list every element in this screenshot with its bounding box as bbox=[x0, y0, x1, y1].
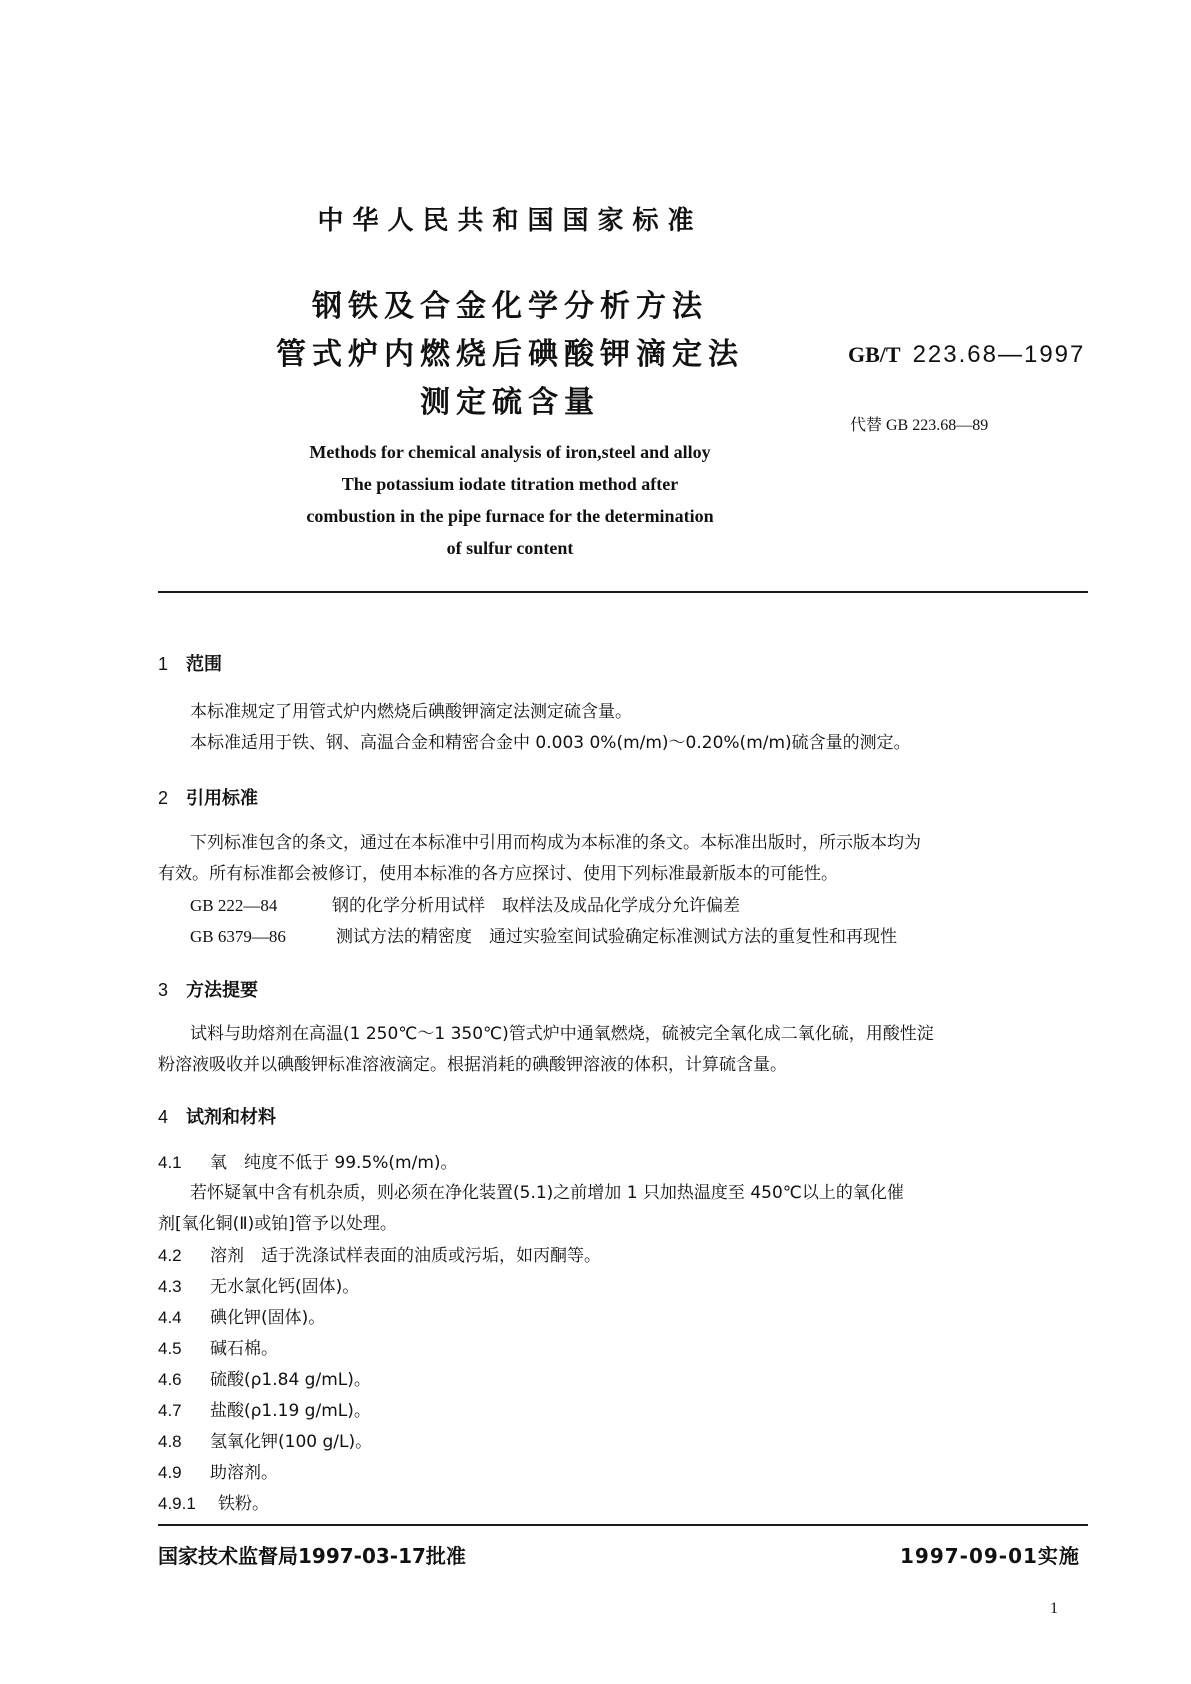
item-number: 4.2 bbox=[158, 1246, 182, 1265]
section-title: 范围 bbox=[186, 654, 223, 675]
reference-item bbox=[190, 890, 740, 922]
list-item-4-6 bbox=[158, 1364, 371, 1396]
title-line-3: 测定硫含量 bbox=[420, 385, 600, 420]
list-item-4-7 bbox=[158, 1395, 371, 1427]
standard-prefix: GB/T bbox=[848, 342, 901, 367]
english-title bbox=[230, 436, 790, 564]
item-text: 无水氯化钙(固体)。 bbox=[210, 1277, 360, 1297]
section-3-heading bbox=[158, 976, 258, 1002]
item-text: 溶剂 适于洗涤试样表面的油质或污垢，如丙酮等。 bbox=[210, 1246, 601, 1266]
english-title-line-4: of sulfur content bbox=[446, 538, 574, 558]
standard-number bbox=[848, 340, 1085, 369]
list-item-4-1-note-line-1: 若怀疑氧中含有机杂质，则必须在净化装置(5.1)之前增加 1 只加热温度至 450℃以上的氧化催 bbox=[190, 1183, 904, 1203]
reference-code: GB 222—84 bbox=[190, 896, 278, 915]
item-text: 盐酸(ρ1.19 g/mL)。 bbox=[210, 1401, 371, 1421]
section-1-paragraph-1: 本标准规定了用管式炉内燃烧后碘酸钾滴定法测定硫含量。 bbox=[190, 702, 632, 722]
item-text: 铁粉。 bbox=[218, 1494, 269, 1514]
replaces-standard: 代替 GB 223.68—89 bbox=[850, 417, 989, 434]
item-text: 氢氧化钾(100 g/L)。 bbox=[210, 1432, 373, 1452]
section-2-paragraph-line-1: 下列标准包含的条文，通过在本标准中引用而构成为本标准的条文。本标准出版时，所示版本均为 bbox=[190, 833, 921, 853]
reference-title: 钢的化学分析用试样 取样法及成品化学成分允许偏差 bbox=[332, 896, 740, 916]
list-item-4-4 bbox=[158, 1302, 325, 1334]
item-text: 硫酸(ρ1.84 g/mL)。 bbox=[210, 1370, 371, 1390]
section-3-paragraph-line-1: 试料与助熔剂在高温(1 250℃～1 350℃)管式炉中通氧燃烧，硫被完全氧化成二氧化硫，用酸性淀 bbox=[190, 1024, 934, 1044]
english-title-line-3: combustion in the pipe furnace for the determination bbox=[306, 506, 714, 526]
title-line-2: 管式炉内燃烧后碘酸钾滴定法 bbox=[276, 337, 744, 372]
item-number: 4.1 bbox=[158, 1153, 182, 1172]
standard-number-value: 223.68—1997 bbox=[912, 341, 1086, 368]
item-number: 4.9.1 bbox=[158, 1494, 196, 1513]
reference-item bbox=[190, 921, 897, 953]
list-item-4-8 bbox=[158, 1426, 372, 1458]
section-1-heading bbox=[158, 650, 222, 676]
item-number: 4.3 bbox=[158, 1277, 182, 1296]
english-title-line-1: Methods for chemical analysis of iron,steel and alloy bbox=[309, 442, 711, 462]
reference-title: 测试方法的精密度 通过实验室间试验确定标准测试方法的重复性和再现性 bbox=[336, 927, 897, 947]
item-text: 助溶剂。 bbox=[210, 1463, 278, 1483]
item-number: 4.9 bbox=[158, 1463, 182, 1482]
section-title: 试剂和材料 bbox=[186, 1107, 277, 1128]
section-4-heading bbox=[158, 1103, 276, 1129]
reference-code: GB 6379—86 bbox=[190, 927, 286, 946]
item-number: 4.7 bbox=[158, 1401, 182, 1420]
list-item-4-3 bbox=[158, 1271, 359, 1303]
list-item-4-1-note-line-2: 剂[氧化铜(Ⅱ)或铂]管予以处理。 bbox=[158, 1214, 397, 1234]
section-2-paragraph-line-2: 有效。所有标准都会被修订，使用本标准的各方应探讨、使用下列标准最新版本的可能性。 bbox=[158, 864, 838, 884]
section-1-paragraph-2: 本标准适用于铁、钢、高温合金和精密合金中 0.003 0%(m/m)～0.20%(m/m)硫含量的测定。 bbox=[190, 733, 911, 753]
approval-statement: 国家技术监督局1997-03-17批准 bbox=[158, 1544, 466, 1568]
national-standard-header: 中华人民共和国国家标准 bbox=[317, 206, 703, 236]
item-text: 碘化钾(固体)。 bbox=[210, 1308, 326, 1328]
item-text: 碱石棉。 bbox=[210, 1339, 278, 1359]
list-item-4-1 bbox=[158, 1147, 458, 1179]
header-divider bbox=[158, 591, 1088, 593]
list-item-4-9 bbox=[158, 1457, 278, 1489]
item-number: 4.5 bbox=[158, 1339, 182, 1358]
item-number: 4.8 bbox=[158, 1432, 182, 1451]
english-title-line-2: The potassium iodate titration method after bbox=[341, 474, 679, 494]
list-item-4-5 bbox=[158, 1333, 278, 1365]
list-item-4-2 bbox=[158, 1240, 601, 1272]
section-number: 2 bbox=[158, 788, 169, 808]
item-text: 氧 纯度不低于 99.5%(m/m)。 bbox=[210, 1153, 458, 1173]
section-number: 4 bbox=[158, 1107, 169, 1127]
section-title: 方法提要 bbox=[186, 980, 259, 1001]
item-number: 4.4 bbox=[158, 1308, 182, 1327]
section-number: 1 bbox=[158, 654, 169, 674]
section-title: 引用标准 bbox=[186, 788, 259, 809]
footer-divider bbox=[158, 1524, 1088, 1526]
item-number: 4.6 bbox=[158, 1370, 182, 1389]
list-item-4-9-1 bbox=[158, 1488, 269, 1520]
title-line-1: 钢铁及合金化学分析方法 bbox=[312, 289, 708, 324]
section-2-heading bbox=[158, 784, 258, 810]
page-number: 1 bbox=[1050, 1600, 1058, 1617]
section-number: 3 bbox=[158, 980, 169, 1000]
effective-date: 1997-09-01实施 bbox=[900, 1544, 1080, 1568]
section-3-paragraph-line-2: 粉溶液吸收并以碘酸钾标准溶液滴定。根据消耗的碘酸钾溶液的体积，计算硫含量。 bbox=[158, 1055, 787, 1075]
document-title bbox=[230, 283, 790, 427]
